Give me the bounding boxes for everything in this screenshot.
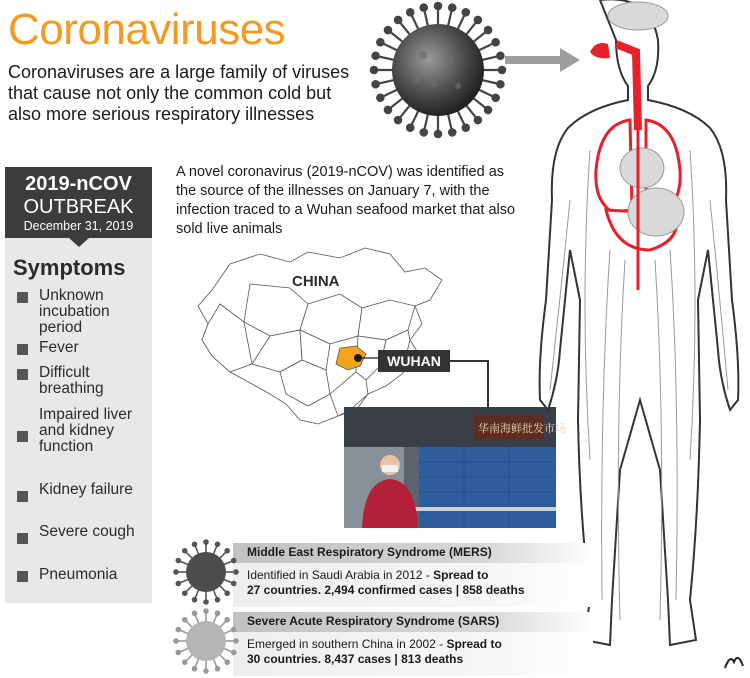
wuhan-label: WUHAN xyxy=(378,350,450,372)
mers-line2: 27 countries. 2,494 confirmed cases | 858 deaths xyxy=(247,583,525,597)
outbreak-notch xyxy=(69,238,89,247)
symptom-label: Severe cough xyxy=(39,523,135,540)
symptom-item xyxy=(17,340,147,358)
sars-line2: 30 countries. 8,437 cases | 813 deaths xyxy=(247,652,464,666)
wuhan-connector-line xyxy=(450,360,495,410)
wuhan-marker xyxy=(354,354,362,362)
sars-line1: Emerged in southern China in 2002 - Spread to xyxy=(247,637,502,651)
symptom-item xyxy=(17,407,147,473)
china-label: CHINA xyxy=(292,273,340,290)
symptom-label: Impaired liver and kidney function xyxy=(39,406,133,455)
symptom-item xyxy=(17,567,147,585)
mers-line1: Identified in Saudi Arabia in 2012 - Spread to xyxy=(247,568,489,582)
novel-coronavirus-text: A novel coronavirus (2019-nCOV) was identified as the source of the illnesses on January 7, with the infection traced to a Wuhan seafood market that also sold live animals xyxy=(176,164,516,237)
bullet-square-icon xyxy=(17,571,28,582)
symptom-item xyxy=(17,524,147,558)
outbreak-line2: OUTBREAK xyxy=(23,196,134,218)
sars-card xyxy=(173,612,593,678)
bullet-square-icon xyxy=(17,292,28,303)
outbreak-box xyxy=(5,167,152,238)
symptom-label: Unknown incubation period xyxy=(39,287,110,336)
symptoms-title: Symptoms xyxy=(13,255,126,280)
symptom-item xyxy=(17,288,147,338)
bullet-square-icon xyxy=(17,491,28,502)
symptom-item xyxy=(17,365,147,399)
symptom-label: Kidney failure xyxy=(39,481,133,498)
bullet-square-icon xyxy=(17,431,28,442)
coronavirus-illustration xyxy=(368,0,508,140)
mouth-organ xyxy=(590,43,610,58)
mers-card xyxy=(173,543,593,609)
mers-title: Middle East Respiratory Syndrome (MERS) xyxy=(247,545,492,559)
symptom-item xyxy=(17,482,147,516)
outbreak-date: December 31, 2019 xyxy=(23,219,134,233)
sars-title: Severe Acute Respiratory Syndrome (SARS) xyxy=(247,614,500,628)
symptom-label: Fever xyxy=(39,339,79,356)
symptom-label: Difficult breathing xyxy=(39,364,104,397)
market-sign-text: 华南海鲜批发市场 xyxy=(478,422,566,435)
bullet-square-icon xyxy=(17,533,28,544)
bullet-square-icon xyxy=(17,369,28,380)
intro-text: Coronaviruses are a large family of viruses that cause not only the common cold but also more serious respiratory illnesses xyxy=(8,62,350,124)
bullet-square-icon xyxy=(17,344,28,355)
china-map xyxy=(190,244,490,434)
symptom-label: Pneumonia xyxy=(39,566,118,583)
virus-icon xyxy=(173,539,239,605)
publisher-logo-icon xyxy=(722,650,746,670)
virus-icon xyxy=(173,608,239,674)
outbreak-line1: 2019-nCOV xyxy=(25,173,132,195)
page-title: Coronaviruses xyxy=(8,5,286,54)
symptoms-panel xyxy=(5,167,152,603)
